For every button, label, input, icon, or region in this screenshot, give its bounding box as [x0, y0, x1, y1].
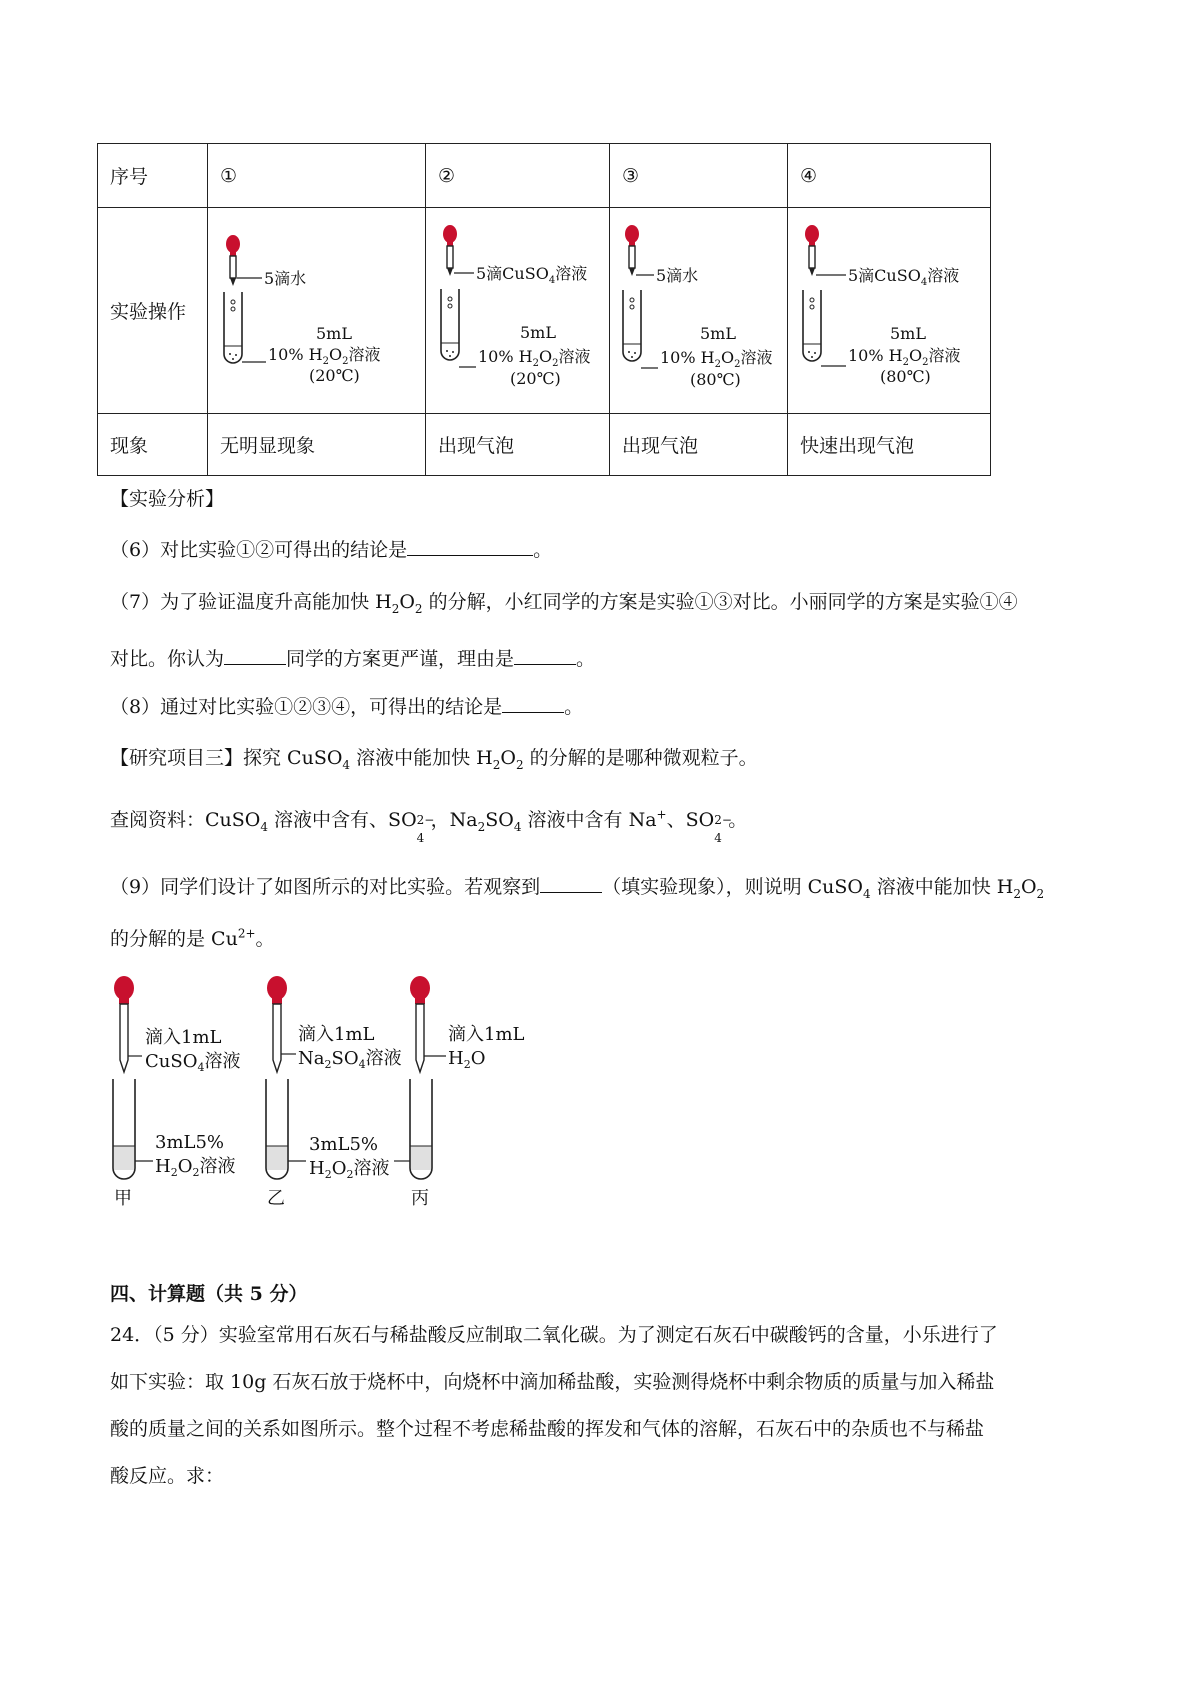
svg-text:10% H2O2溶液: 10% $H_2O_2$溶液: [478, 347, 591, 369]
tube-yi: [266, 976, 402, 1209]
comparison-figure: [113, 976, 525, 1209]
svg-text:H2O: $H_2O$: [448, 1048, 486, 1071]
svg-text:CuSO4溶液: CuSO$_4$溶液: [145, 1051, 241, 1074]
reference-info: 查阅资料：CuSO$_4$ 溶液中含有、SO 2− 4 ，$Na_2SO_4$ 溶液中含有 Na+、SO 2− 4 。: [110, 807, 748, 845]
row-header-operation: 实验操作: [98, 208, 208, 414]
result-3: 出现气泡: [610, 414, 788, 476]
svg-text:Na2SO4溶液: $Na_2SO_4$溶液: [298, 1048, 402, 1071]
question-8: （8）通过对比实验①②③④，可得出的结论是 。: [110, 696, 584, 718]
question-7-continued: 对比。你认为 同学的方案更严谨，理由是 。: [110, 648, 596, 670]
question-6: （6）对比实验①②可得出的结论是 。: [110, 539, 553, 561]
svg-text:3mL5%: 3mL5%: [155, 1132, 225, 1153]
answer-blank[interactable]: [502, 695, 564, 713]
question-24-line-2: 如下实验：取 10g 石灰石放于烧杯中，向烧杯中滴加稀盐酸，实验测得烧杯中剩余物质的质量与加入稀盐: [110, 1371, 995, 1393]
svg-text:5滴水: 5滴水: [656, 266, 699, 285]
svg-text:5mL: 5mL: [520, 323, 556, 342]
svg-text:滴入1mL: 滴入1mL: [448, 1024, 525, 1045]
question-24-line-3: 酸的质量之间的关系如图所示。整个过程不考虑稀盐酸的挥发和气体的溶解，石灰石中的杂质也不与稀盐: [110, 1418, 985, 1440]
answer-blank[interactable]: [514, 647, 576, 665]
operation-cell-1: [208, 208, 426, 414]
svg-text:5滴CuSO4溶液: 5滴CuSO$_4$溶液: [848, 266, 960, 288]
answer-blank[interactable]: [407, 538, 533, 556]
operation-cell-4: [788, 208, 991, 414]
tube-label-yi: 乙: [267, 1188, 285, 1209]
svg-text:10% H2O2溶液: 10% $H_2O_2$溶液: [660, 348, 773, 370]
svg-text:滴入1mL: 滴入1mL: [145, 1027, 222, 1048]
result-1: 无明显现象: [208, 414, 426, 476]
tube-label-bing: 丙: [411, 1188, 429, 1209]
svg-text:滴入1mL: 滴入1mL: [298, 1024, 375, 1045]
svg-text:5mL: 5mL: [700, 324, 736, 343]
answer-blank[interactable]: [540, 875, 602, 893]
svg-text:5滴CuSO4溶液: 5滴CuSO$_4$溶液: [476, 264, 588, 286]
row-header-phenomenon: 现象: [98, 414, 208, 476]
experiment-table: [97, 143, 991, 476]
svg-text:H2O2溶液: $H_2O_2$溶液: [309, 1158, 390, 1181]
svg-text:3mL5%: 3mL5%: [309, 1134, 379, 1155]
result-2: 出现气泡: [426, 414, 610, 476]
col-number-2: ②: [426, 144, 610, 208]
svg-text:(80℃): (80℃): [880, 367, 931, 386]
tube-jia: [113, 976, 240, 1209]
svg-text:(20℃): (20℃): [309, 366, 360, 385]
analysis-heading: 【实验分析】: [110, 488, 225, 510]
operation-cell-2: [426, 208, 610, 414]
col-number-3: ③: [610, 144, 788, 208]
operation-cell-3: [610, 208, 788, 414]
svg-text:(80℃): (80℃): [690, 370, 741, 389]
question-9: （9）同学们设计了如图所示的对比实验。若观察到 （填实验现象），则说明 CuSO$_4$ 溶液中能加快 $H_2O_2$: [110, 876, 1045, 901]
tube-label-jia: 甲: [114, 1188, 132, 1209]
svg-text:H2O2溶液: $H_2O_2$溶液: [155, 1156, 236, 1179]
row-header-number: 序号: [98, 144, 208, 208]
svg-text:10% H2O2溶液: 10% $H_2O_2$溶液: [268, 345, 381, 367]
answer-blank[interactable]: [224, 647, 286, 665]
col-number-1: ①: [208, 144, 426, 208]
result-4: 快速出现气泡: [788, 414, 991, 476]
svg-text:10% H2O2溶液: 10% $H_2O_2$溶液: [848, 346, 961, 368]
question-24-line-1: 24．（5 分）实验室常用石灰石与稀盐酸反应制取二氧化碳。为了测定石灰石中碳酸钙的含量，小乐进行了: [110, 1324, 998, 1346]
col-number-4: ④: [788, 144, 991, 208]
question-7: （7）为了验证温度升高能加快 $H_2O_2$ 的分解，小红同学的方案是实验①③对比。小丽同学的方案是实验①④: [110, 591, 1018, 616]
svg-text:5mL: 5mL: [316, 324, 352, 343]
svg-text:5mL: 5mL: [890, 324, 926, 343]
drop-label-1: 5滴水: [264, 269, 307, 288]
question-9-continued: 的分解的是 $Cu^{2+}$。: [110, 926, 275, 950]
svg-text:(20℃): (20℃): [510, 369, 561, 388]
section-4-heading: 四、计算题（共 5 分）: [110, 1283, 308, 1305]
project-3-intro: 【研究项目三】探究 CuSO$_4$ 溶液中能加快 $H_2O_2$ 的分解的是哪种微观粒子。: [110, 747, 758, 772]
question-24-line-4: 酸反应。求：: [110, 1465, 225, 1487]
tube-bing: [394, 976, 525, 1209]
